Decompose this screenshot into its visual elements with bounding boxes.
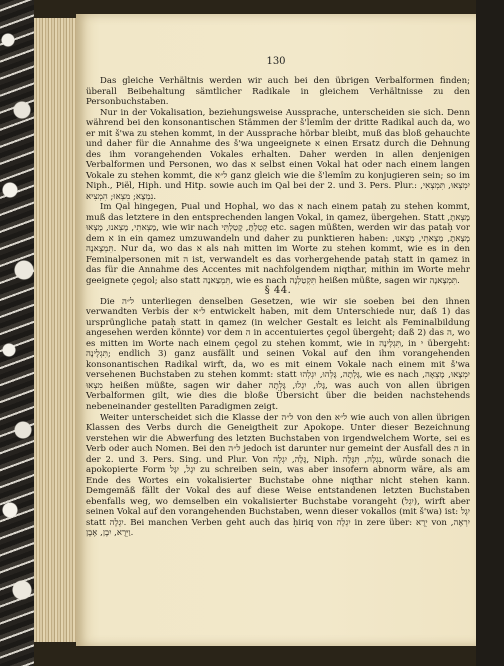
paragraph: Das gleiche Verhältnis werden wir auch bei den übrigen Verbalformen finden; überall Beibehaltung sämtlicher Radikale in gleichem Verhältnisse zu den Personbuchstaben. <box>86 76 470 108</box>
page-body-text <box>86 76 470 539</box>
paragraph: Nur in der Vokalisation, beziehungsweise Aussprache, unterscheiden sie sich. Denn während bei den konsonantischen Stämmen der š'lemîm der dritte Radikal auch da, wo er mit š'wa zu stehen kommt, in der Aussprache hörbar bleibt, muß das bloß gehauchte und daher für die Annahme des š'wa ungeeignete א einen Ersatz durch die Dehnung des ihm vorangehenden Vokales erhalten. Daher werden in allen denjenigen Verbalformen und Personen, wo das א selbst einen Vokal hat oder nach einem langen Vokale zu stehen kommt, die ל״א ganz gleich wie die š'lemîm zu konjugieren sein; so im Niph., Piël, Hiph. und Hitp. sowie auch im Qal bei der 2. und 3. Pers. Plur.: יִמְצְאוּ, תִּמְצְאִי, נִמְצָא; מִצְאוּ; הִמְצִיא. <box>86 107 470 202</box>
paragraph: Die ל״ה unterliegen denselben Gesetzen, wie wir sie soeben bei den ihnen verwandten Verbis der ל״א entwickelt haben, mit dem Unterschiede nur, daß 1) das ursprüngliche pataḥ statt in qamez (in welcher Gestalt es leicht als Feminalbildung angesehen werden könnte) vor dem ה in accentuiertes çegol übergeht; daß 2) das ה, wo es mitten im Worte nach einem çegol zu stehen kommt, wie in תִּגְלֶינָה, in י übergeht: תִּגְלֶינָה; endlich 3) ganz ausfällt und seinen Vokal auf den ihm vorangehenden konsonantischen Radikal wirft, da, wo es mit einem Vokale nach einem mit š'wa versehenen Buchstaben zu stehen kommt: statt גָּלְתָה, גָּלְהוּ, יִגְלְהוּ, wie es nach יִמְצָאוּ, מָצְאָה, מִצְאוּ heißen müßte, sagen wir daher גָּלוּ, יִגְלוּ, גָּלְתָה, was auch von allen übrigen Verbalformen gilt, wie dies die bloße Übersicht über die beiden nachstehends nebeneinander gestellten Paradigmen zeigt. <box>86 296 471 412</box>
page-stack-edges <box>34 18 76 642</box>
book-cover-marbled <box>0 0 34 666</box>
section-heading: § 44. <box>264 285 292 297</box>
paragraph: Im Qal hingegen, Pual und Hophal, wo das א nach einem pataḥ zu stehen kommt, muß das letztere in den entsprechenden langen Vokal, in qamez, übergehen. Statt מָצְאתָ, מָצְאתִי, מָצְאנוּ, מָצְאוּ, wie wir nach קָטַלְתָּ, קָטַלְתִּי etc. sagen müßten, werden wir das pataḥ vor dem א in ein qamez umzuwandeln und daher zu punktieren haben: מָצָאתָ, מָצָאתִי, מָצָאנוּ, תִּמְצֶאנָה. Nur da, wo das א als nah mitten im Worte zu stehen kommt, wie es in den Feminalpersonen mit ה ist, verwandelt es das vorhergehende pataḥ statt in qamez in das für die Annahme des Accentes mit nachfolgendem niqthar, mithin im Worte mehr geeignete çegol; also statt תִּמְצַאנָה, wie es nach תִּקְטַלְנָה heißen müßte, sagen wir תִּמְצֶאנָה. <box>86 202 470 286</box>
paragraph: Weiter unterscheidet sich die Klasse der ל״ה von den ל״א wie auch von allen übrigen Klassen des Verbs durch die Geneigtheit zur Apokope. Unter dieser Bezeichnung verstehen wir die Abwerfung des letzten Buchstaben von irgendwelchem Worte, sei es Verb oder auch Nomen. Bei den ל״ה jedoch ist darunter nur gemeint der Ausfall des ה in der 2. und 3. Pers. Sing. und Plur. Von גָּלָה, יִגְלֶה, Niph. נִגְלָה, תִּגָּלֶה, würde sonach die apokopierte Form יִגֶל, יִגָּל zu schreiben sein, was aber insofern abnorm wäre, als am Ende des Wortes ein vokalisierter Buchstabe ohne niqthar nicht stehen kann. Demgemäß fällt der Vokal des auf diese Weise entstandenen letzten Buchstaben ebenfalls weg, wo demselben ein vokalisierter Buchstabe vorangeht (יִגְל), wirft aber seinen Vokal auf den vorangehenden Buchstaben, wenn dieser vokallos (mit š'wa) ist: יִגֶל statt יִגְלֶה. Bei manchen Verben geht auch das ḥiriq von יִגְלֶה in zere über: יֵרֶא von יִרְאֶה, וַיֵּרֶא, יִבֶן, אֶבֶן. <box>86 412 470 539</box>
page-number: 130 <box>266 56 286 67</box>
background-right <box>476 0 504 666</box>
